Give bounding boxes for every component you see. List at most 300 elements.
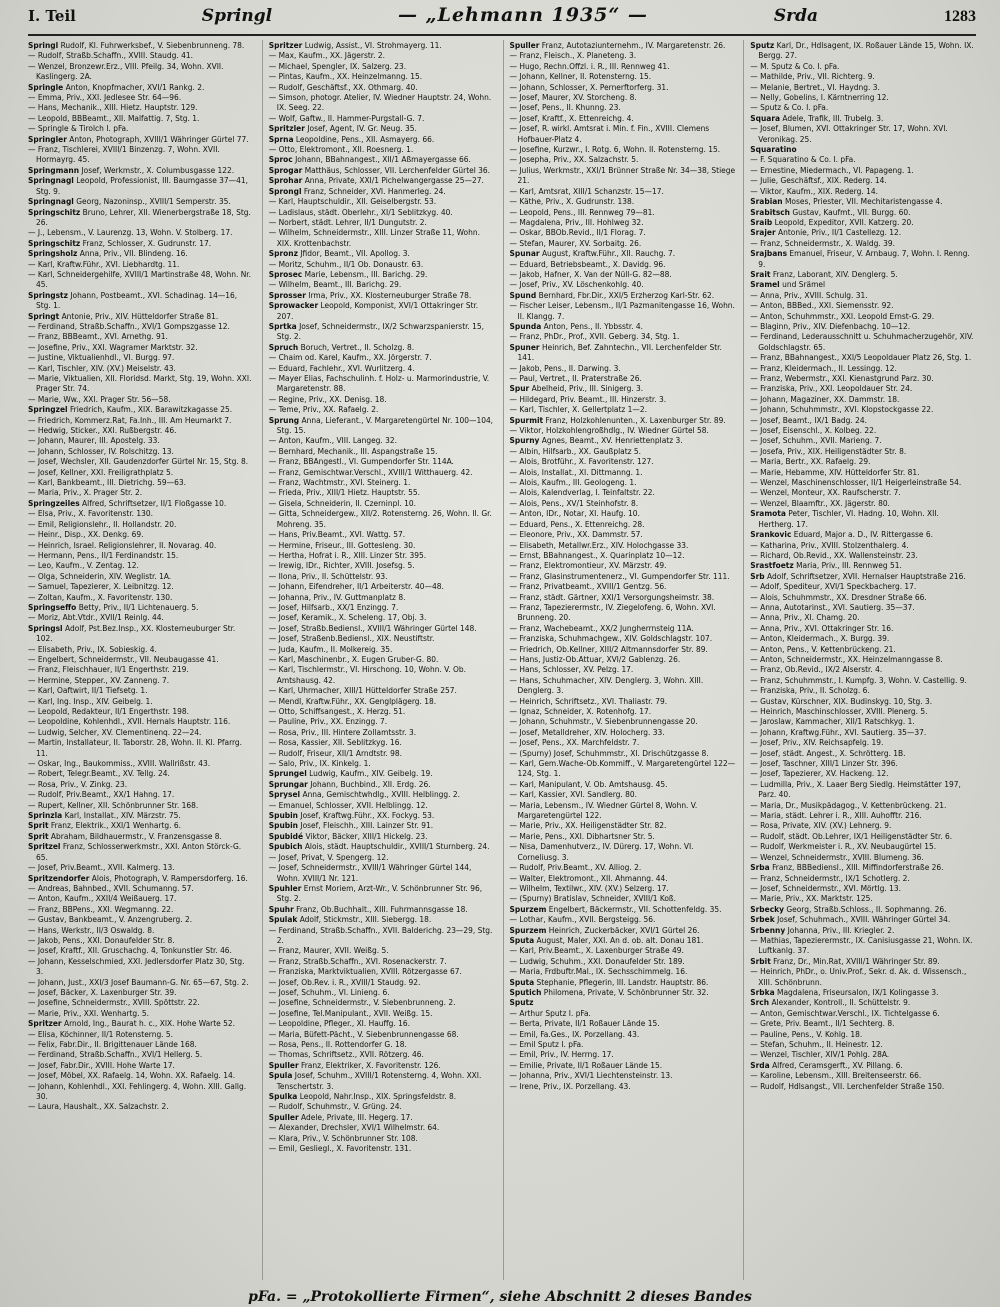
directory-entry	[28, 331, 254, 341]
directory-entry	[28, 269, 254, 290]
entry-details: — Irewig, IDr., Richter, XVIII. Josefsg. 5.	[268, 560, 415, 571]
entry-details: — Arthur Sputz I. pFa.	[509, 1007, 591, 1018]
directory-entry	[269, 1049, 495, 1059]
entry-details: — Heinrich, Maschinschlosser, XVIII. Plenerg. 5.	[750, 706, 928, 716]
entry-details: — Hans, Werkstr., II/3 Oswaldg. 8.	[28, 924, 155, 935]
entry-details: — Eduard, Pens., X. Ettenreichg. 28.	[509, 518, 645, 529]
directory-entry	[269, 831, 495, 841]
directory-entry	[510, 727, 736, 737]
directory-entry	[750, 592, 976, 602]
directory-entry	[28, 706, 254, 716]
entry-surname: Srajbans	[750, 248, 788, 259]
entry-details: — Anton, Kaufm., XXII/4 Weißauerg. 17.	[28, 893, 177, 904]
entry-surname: Sprit	[28, 820, 49, 831]
directory-entry	[28, 92, 254, 102]
entry-details: — Klara, Priv., V. Schönbrunner Str. 108.	[268, 1132, 418, 1143]
entry-details: — Hugo, Rechn.Offzl. i. R., III. Rennweg 41.	[509, 60, 670, 71]
directory-entry	[269, 300, 495, 321]
directory-entry	[28, 696, 254, 706]
directory-entry	[28, 40, 254, 50]
directory-entry	[510, 82, 736, 92]
entry-details: Heinrich, Bef. Zahntechn., VII. Lerchenfelder Str. 141.	[517, 341, 722, 363]
directory-entry	[510, 154, 736, 164]
directory-entry	[269, 737, 495, 747]
entry-details: — Alois, Kaufm., III. Geologeng. 1.	[509, 477, 637, 488]
directory-entry	[28, 800, 254, 810]
directory-entry	[28, 997, 254, 1007]
entry-surname: Sprungar	[268, 778, 308, 789]
directory-entry	[269, 134, 495, 144]
entry-details: — Heinr., Disp., XX. Denkg. 69.	[28, 529, 144, 540]
entry-details: — Rudolf, Straßb.Schaffn., XVIII. Staudg. 41.	[28, 50, 193, 61]
entry-surname: Spritzler	[268, 123, 305, 134]
directory-entry	[28, 415, 254, 425]
entry-surname: Sprtka	[268, 320, 297, 331]
directory-entry	[269, 664, 495, 685]
directory-entry	[750, 1018, 976, 1028]
directory-entry	[28, 956, 254, 977]
column-2	[262, 40, 495, 1280]
entry-details: — Engelbert, Schneidermstr., VII. Neubaugasse 41.	[28, 653, 219, 664]
entry-details: — Ferdinand, Straßb.Schaffn., XVI/1 Gompszgasse 12.	[28, 320, 230, 331]
directory-entry	[750, 186, 976, 196]
directory-entry	[28, 196, 254, 206]
directory-entry	[28, 435, 254, 445]
entry-details: — Marie, Priv., XX. Marktstr. 125.	[750, 893, 873, 904]
directory-entry	[510, 269, 736, 279]
entry-details: — Josef, Kraftf., X. Ettenreichg. 4.	[509, 112, 634, 123]
entry-details: Leopold, Komponist, XVI/1 Ottakringer Str. 207.	[276, 300, 479, 321]
directory-entry	[510, 165, 736, 186]
entry-details: — Emanuel, Schlosser, XVII. Helblingg. 12.	[268, 799, 428, 810]
directory-entry	[28, 779, 254, 789]
directory-entry	[269, 581, 495, 591]
entry-details: Josef, Schuhmach., XVIII. Währinger Gürtel 34.	[777, 914, 951, 925]
entry-details: — Franz, Schneidermstr., X. Waldg. 39.	[750, 237, 895, 248]
entry-surname: Spritzer	[28, 1018, 62, 1029]
entry-surname: Spubin	[268, 820, 298, 831]
entry-surname: Spund	[509, 289, 537, 300]
directory-entry	[28, 550, 254, 560]
entry-details: Leopoldine, Pens., XII. Asmayerg. 66.	[295, 133, 435, 144]
directory-entry	[28, 935, 254, 945]
entry-details: — Leopold, BBBeamt., XII. Malfattig. 7, Stg. 1.	[28, 112, 200, 123]
directory-entry	[269, 165, 495, 175]
entry-details: — Emil, Gesliegl., X. Favoritenstr. 131.	[268, 1143, 412, 1154]
entry-details: — Josefine, Schneidermstr., V. Siebenbrunneng. 2.	[268, 997, 456, 1008]
entry-details: Georg, Nazoninsp., XVIII/1 Semperstr. 35.	[76, 196, 231, 207]
entry-details: Alois, Photograph, V. Rampersdorferg. 16.	[91, 872, 248, 883]
entry-details: — Josefine, Priv., XXI. Wagramer Marktstr. 32.	[28, 341, 198, 352]
entry-details: — Alois, Kalendverlag, I. Teinfaltstr. 22.	[509, 487, 655, 498]
directory-entry	[750, 862, 976, 872]
entry-surname: Spuner	[509, 341, 540, 352]
entry-details: — Juda, Kaufm., II. Molkereig. 35.	[268, 643, 393, 654]
entry-details: — Heinrich, PhDr., o. Univ.Prof., Sekr. d. Ak. d. Wissensch., XIII. Schönbrunn.	[750, 966, 967, 987]
entry-details: Anna, Lieferant., V. Margaretengürtel Nr. 100—104, Stg. 15.	[276, 414, 494, 436]
entry-details: — Josef, städt. Angest., X. Schrötterg. 1B.	[750, 747, 906, 758]
directory-entry	[750, 300, 976, 310]
entry-details: — Simson, photogr. Atelier, IV. Wiedner Hauptstr. 24, Wohn. IX. Seeg. 22.	[268, 92, 492, 113]
directory-entry	[750, 508, 976, 529]
directory-entry	[750, 612, 976, 622]
entry-details: — Otto, Schiffsangest., X. Herzg. 51.	[268, 706, 406, 716]
entry-details: — Franziska, Priv., XXI. Leopoldauer Str. 24.	[750, 383, 913, 394]
entry-surname: Sprna	[268, 133, 294, 144]
entry-surname: Sprysel	[268, 789, 301, 800]
directory-entry	[510, 508, 736, 518]
directory-entry	[269, 144, 495, 154]
directory-entry	[510, 914, 736, 924]
directory-entry	[269, 82, 495, 92]
entry-surname: Spruch	[268, 341, 299, 352]
entry-details: — Rudolf, Priv.Beamt., XV. Alliog. 2.	[509, 862, 642, 873]
directory-entry	[510, 893, 736, 903]
entry-details: August, Maler, XXI. An d. ob. alt. Donau 181.	[536, 934, 704, 945]
entry-details: — Viktor, Kaufm., XIX. Rederg. 14.	[750, 185, 878, 196]
directory-entry	[510, 560, 736, 570]
entry-details: — Franz, Maurer, XVII. Weißg. 5.	[268, 945, 389, 956]
directory-entry	[28, 841, 254, 862]
entry-surname: Spritzel	[28, 841, 61, 852]
entry-details: — Katharina, Priv., XVIII. Stolzenthalerg. 4.	[750, 539, 909, 550]
directory-entry	[750, 1039, 976, 1049]
directory-entry	[28, 1081, 254, 1102]
entry-details: Adolf, Pst.Bez.Insp., XX. Klosterneuburger Str. 102.	[36, 622, 236, 644]
directory-entry	[510, 404, 736, 414]
entry-details: — Wenzel, Tischler, XIV/1 Pohlg. 28A.	[750, 1049, 890, 1060]
directory-entry	[269, 279, 495, 289]
entry-details: — Eleonore, Priv., XX. Dammstr. 57.	[509, 529, 643, 540]
directory-entry	[28, 581, 254, 591]
directory-entry	[269, 748, 495, 758]
entry-surname: Squara	[750, 112, 781, 123]
entry-details: — Rudolf, Priv.Beamt., XX/1 Hahng. 17.	[28, 789, 175, 800]
entry-details: — Hans, Priv.Beamt., XVI. Wattg. 57.	[268, 529, 406, 540]
entry-details: Engelbert, Bäckermstr., VII. Schottenfeldg. 35.	[548, 903, 722, 914]
directory-entry	[269, 373, 495, 394]
directory-entry	[269, 592, 495, 602]
directory-entry	[269, 467, 495, 477]
entry-surname: Srbenny	[750, 924, 786, 935]
entry-details: — Hedwig, Sticker., XXI. Rußbergstr. 46.	[28, 425, 177, 436]
entry-details: — Karl, Kassier, XVI. Sandlerg. 80.	[509, 789, 637, 800]
directory-entry	[510, 862, 736, 872]
directory-entry	[750, 768, 976, 778]
directory-entry	[269, 113, 495, 123]
directory-entry	[269, 154, 495, 164]
directory-entry	[750, 217, 976, 227]
directory-entry	[510, 820, 736, 830]
directory-entry	[750, 467, 976, 477]
column-4	[743, 40, 976, 1280]
directory-entry	[28, 644, 254, 654]
directory-entry	[269, 685, 495, 695]
directory-entry	[28, 904, 254, 914]
entry-details: — Moriz, Abt.Vtdr., XVII/1 Reinlg. 44.	[28, 612, 164, 623]
directory-entry	[750, 779, 976, 800]
directory-entry	[750, 758, 976, 768]
directory-entry	[750, 425, 976, 435]
entry-details: — Johann, Schlosser, X. Pernerftorferg. 31.	[509, 81, 669, 92]
entry-surname: Springle	[28, 81, 64, 92]
entry-surname: Srbit	[750, 955, 771, 966]
directory-entry	[750, 935, 976, 956]
entry-details: — Justine, Viktualienhdl., VI. Burgg. 97.	[28, 352, 175, 363]
entry-surname: Springzel	[28, 404, 68, 415]
entry-details: — (Spurny) Josef, Schuhmmstr., XI. Drischützgasse 8.	[509, 747, 709, 758]
entry-surname: Srastfoetz	[750, 560, 794, 571]
entry-surname: Springmann	[28, 164, 80, 175]
directory-entry	[510, 383, 736, 393]
directory-entry	[510, 1008, 736, 1018]
entry-details: — Johann, Kohlenhdl., XXI. Fehlingerg. 4, Wohn. XIII. Gallg. 30.	[28, 1080, 247, 1102]
entry-surname: Sputz	[509, 997, 534, 1008]
entry-details: — Eduard, Fachlehr., XVI. Wurlitzerg. 4.	[268, 362, 415, 373]
directory-entry	[510, 779, 736, 789]
book-title: — „Lehmann 1935“ —	[398, 4, 648, 26]
directory-entry	[28, 727, 254, 737]
entry-details: — Wenzel, Bronzewr.Erz., VIII. Pfeilg. 34, Wohn. XVII. Kaslingerg. 2A.	[28, 60, 224, 82]
entry-details: Josef, Schuhm., XVIII/1 Rotensterng. 4, Wohn. XXI. Tenschertstr. 3.	[276, 1070, 482, 1091]
entry-details: Alexander, Kontroll., II. Schüttelstr. 9.	[771, 997, 911, 1008]
directory-entry	[510, 602, 736, 623]
entry-details: — Franz, Privatbeamt., XVIII/1 Gentzg. 56.	[509, 581, 667, 592]
entry-surname: Spulka	[268, 1091, 298, 1102]
directory-entry	[510, 456, 736, 466]
directory-entry	[510, 113, 736, 123]
entry-details: Johann, BBahnangest., XII/1 Aßmayergasse 66.	[295, 154, 471, 165]
entry-details: — Rupert, Kellner, XII. Schönbrunner Str. 168.	[28, 799, 199, 810]
entry-surname: Spuhr	[268, 903, 294, 914]
entry-details: Anton, Pens., II. Ybbsstr. 4.	[543, 320, 643, 331]
directory-entry	[28, 498, 254, 508]
directory-entry	[510, 945, 736, 955]
entry-details: — Sputz & Co. I. pFa.	[750, 102, 829, 113]
entry-surname: Springnagl	[28, 196, 74, 207]
directory-entry	[510, 1029, 736, 1039]
entry-details: — Franz, Wachtmstr., XVI. Steinerg. 1.	[268, 477, 411, 488]
entry-details: — Anton, Schuhmmstr., XXI. Leopold Ernst-G. 29.	[750, 310, 935, 321]
entry-details: Magdalena, Friseursalon, IX/1 Kolingasse 3.	[777, 986, 939, 997]
directory-entry	[750, 560, 976, 570]
directory-entry	[510, 102, 736, 112]
entry-details: — Rudolf, Werkmeister i. R., XV. Neubaugürtel 15.	[750, 841, 937, 852]
directory-entry	[269, 259, 495, 269]
directory-entry	[510, 342, 736, 363]
directory-entry	[269, 1133, 495, 1143]
entry-details: Boruch, Vertret., II. Scholzg. 8.	[300, 341, 415, 352]
directory-entry	[750, 737, 976, 747]
entry-surname: Squaratino	[750, 144, 797, 155]
page-number: 1283	[943, 8, 976, 25]
directory-entry	[510, 373, 736, 383]
directory-entry	[28, 1039, 254, 1049]
entry-surname: Sprungel	[268, 768, 307, 779]
directory-entry	[750, 269, 976, 279]
directory-entry	[750, 654, 976, 664]
directory-entry	[269, 644, 495, 654]
directory-entry	[269, 92, 495, 113]
directory-entry	[510, 748, 736, 758]
entry-details: — Karl, Amtsrat, XIII/1 Schanzstr. 15—17.	[509, 185, 664, 196]
directory-entry	[750, 165, 976, 175]
directory-entry	[510, 623, 736, 633]
directory-entry	[269, 571, 495, 581]
entry-details: — Mayer Elias, Fachschulinh. f. Holz- u. Marmorindustrie, V. Margaretenstr. 88.	[268, 373, 490, 394]
directory-entry	[269, 987, 495, 997]
directory-entry	[28, 716, 254, 726]
entry-details: — Josef, Kraftf., XII. Gruschachg. 4, Tonkunstler Str. 46.	[28, 945, 232, 956]
entry-details: — Karl, Ing. Insp., XIV. Geibelg. 1.	[28, 695, 153, 706]
entry-details: — Karl, Uhrmacher, XIII/1 Hütteldorfer Straße 257.	[268, 685, 457, 696]
entry-surname: Srbka	[750, 986, 775, 997]
entry-surname: Spubin	[268, 810, 298, 821]
entry-details: — Rosa, Kassier, XII. Seblitzkyg. 16.	[268, 737, 402, 748]
directory-entry	[28, 1029, 254, 1039]
entry-details: — Karl, Manipulant, V. Ob. Amtshausg. 45.	[509, 778, 668, 789]
entry-details: Franz, Dr., Min.Rat, XVIII/1 Währinger Str. 89.	[773, 955, 940, 966]
directory-entry	[750, 290, 976, 300]
directory-entry	[750, 71, 976, 81]
entry-details: Adolf, Schriftsetzer, XVII. Hernalser Hauptstraße 216.	[767, 570, 966, 581]
entry-details: — Chaim od. Karel, Kaufm., XX. Jörgerstr. 7.	[268, 352, 432, 363]
entry-details: — Anton, IDr., Notar, XI. Haufg. 10.	[509, 508, 640, 519]
entry-details: — Franz, Ob.Revid., IX/2 Alserstr. 4.	[750, 664, 883, 675]
entry-details: — Johanna, Priv., XVI/1 Liechtensteinstr. 13.	[509, 1070, 673, 1081]
directory-entry	[269, 550, 495, 560]
entry-details: — Anna, Priv., XVI. Ottakringer Str. 16.	[750, 622, 894, 633]
directory-entry	[269, 862, 495, 883]
entry-details: — Martin, Installateur, II. Taborstr. 28, Wohn. II. Kl. Pfarrg. 11.	[28, 737, 243, 758]
entry-details: — F. Squaratino & Co. I. pFa.	[750, 154, 856, 165]
first-entry-name: Springl	[201, 6, 273, 26]
directory-entry	[510, 644, 736, 654]
directory-entry	[510, 1039, 736, 1049]
directory-entry	[28, 529, 254, 539]
entry-details: — Jaroslaw, Kammacher, XII/1 Ratschkyg. 1.	[750, 716, 915, 727]
directory-entry	[510, 467, 736, 477]
entry-surname: Springl	[28, 40, 59, 50]
entry-details: — Teme, Priv., XX. Rafaelg. 2.	[268, 404, 379, 415]
entry-surname: Springler	[28, 133, 67, 144]
directory-entry	[28, 477, 254, 487]
directory-entry	[28, 134, 254, 144]
directory-entry	[510, 1049, 736, 1059]
directory-entry	[28, 810, 254, 820]
directory-entry	[510, 1081, 736, 1091]
entry-details: — Wilhelm, Textilwr., XIV. (XV.) Selzerg. 17.	[509, 882, 669, 893]
directory-entry	[28, 987, 254, 997]
directory-entry	[510, 227, 736, 237]
entry-details: Abraham, Bildhauermstr., V. Franzensgasse 8.	[50, 830, 222, 841]
entry-details: — Franz, städt. Gärtner, XXI/1 Versorgungsheimstr. 38.	[509, 591, 715, 602]
entry-details: — Josef, Tapezierer, XV. Hackeng. 12.	[750, 768, 889, 779]
entry-details: — Rosa, Priv., III. Hintere Zollamtsstr. 3.	[268, 726, 417, 737]
entry-details: — Emil, Priv., IV. Herrng. 17.	[509, 1049, 614, 1060]
directory-entry	[28, 519, 254, 529]
entry-details: — Gitta, Schneidergew., XII/2. Rotensterng. 26, Wohn. II. Gr. Mohreng. 35.	[268, 508, 492, 529]
entry-details: Johanna, Priv., III. Kriegler. 2.	[787, 924, 895, 935]
directory-entry	[269, 1039, 495, 1049]
directory-entry	[269, 1143, 495, 1153]
entry-surname: Srabitsch	[750, 206, 790, 217]
directory-entry	[269, 269, 495, 279]
directory-entry	[750, 716, 976, 726]
directory-entry	[510, 331, 736, 341]
directory-entry	[750, 92, 976, 102]
directory-entry	[28, 675, 254, 685]
entry-details: — Ernestine, Miedermach., VI. Papageng. 1.	[750, 164, 914, 175]
directory-entry	[28, 446, 254, 456]
entry-details: — Franz, Wachebeamt., XX/2 Jungherrnsteig 11A.	[509, 622, 694, 633]
directory-entry	[750, 363, 976, 373]
directory-entry	[28, 113, 254, 123]
directory-entry	[750, 394, 976, 404]
entry-details: — Marie, Viktualien, XII. Floridsd. Markt, Stg. 19, Wohn. XXI. Prager Str. 74.	[28, 373, 252, 394]
entry-surname: Spuller	[268, 1111, 299, 1122]
directory-entry	[28, 467, 254, 477]
directory-entry	[269, 175, 495, 185]
directory-entry	[28, 102, 254, 112]
entry-details: Jfidor, Beamt., VII. Apollog. 3.	[300, 248, 410, 259]
entry-surname: Sprongl	[268, 185, 302, 196]
directory-entry	[510, 737, 736, 747]
entry-details: — Wolf, Gaftw., II. Hammer-Purgstall-G. 7.	[268, 112, 425, 123]
entry-surname: Springnagl	[28, 175, 74, 186]
entry-details: — Hermine, Stepper., XV. Zanneng. 7.	[28, 674, 170, 685]
directory-entry	[269, 758, 495, 768]
entry-details: — Oskar, Ing., Baukommiss., XVIII. Wallrißstr. 43.	[28, 758, 211, 769]
entry-details: — Franz, Kleidermach., II. Lessingg. 12.	[750, 362, 897, 373]
entry-details: Bernhard, Fbr.Dir., XXI/5 Erzherzog Karl-Str. 62.	[538, 289, 715, 300]
entry-details: — Karl, Priv.Beamt., X. Laxenburger Straße 49.	[509, 945, 684, 956]
directory-entry	[750, 623, 976, 633]
entry-details: — Salo, Priv., IX. Kinkelg. 1.	[268, 758, 371, 769]
entry-details: — Pintas, Kaufm., XX. Heinzelmanng. 15.	[268, 71, 423, 82]
directory-entry	[28, 893, 254, 903]
entry-surname: Srda	[750, 1059, 770, 1070]
entry-details: — Robert, Telegr.Beamt., XV. Tellg. 24.	[28, 768, 170, 779]
entry-details: — Julie, Geschäftsf., XIX. Rederg. 14.	[750, 175, 887, 186]
entry-surname: Spuller	[509, 40, 540, 50]
entry-details: — Emil, Religionslehr., II. Hollandstr. 20.	[28, 518, 177, 529]
directory-entry	[510, 425, 736, 435]
entry-details: Leopold, Nahr.Insp., XIX. Springsfeldstr. 8.	[299, 1091, 457, 1102]
directory-entry	[269, 456, 495, 466]
column-1	[28, 40, 254, 1280]
directory-entry	[750, 1081, 976, 1091]
directory-entry	[269, 966, 495, 976]
entry-surname: Springseffo	[28, 601, 77, 612]
directory-entry	[510, 696, 736, 706]
entry-details: — Josef, Priv., XIV. Reichsapfelg. 19.	[750, 737, 884, 748]
entry-details: — Jakob, Pens., XXI. Donaufelder Str. 8.	[28, 934, 175, 945]
entry-details: — Samuel, Tapezierer, X. Leibnitzg. 12.	[28, 581, 174, 592]
entry-details: Alfred, Ceramsgerft., XV. Pillang. 6.	[772, 1059, 903, 1070]
entry-details: Franz, Schlosserwerkmstr., XXI. Anton Störck-G. 65.	[36, 841, 242, 862]
entry-surname: Springschitz	[28, 206, 81, 217]
directory-entry	[269, 415, 495, 436]
entry-details: Anna, Private, XXI/1 Pichelwangergasse 25—27.	[304, 175, 484, 186]
directory-entry	[28, 207, 254, 228]
entry-details: — Josef, Schuhm., XVII. Marieng. 7.	[750, 435, 882, 446]
entry-surname: Sputz	[750, 40, 775, 50]
directory-entry	[510, 477, 736, 487]
directory-entry	[269, 654, 495, 664]
entry-details: — Anton, Gemischtwar.Verschl., IX. Tichtelgasse 6.	[750, 1007, 940, 1018]
directory-entry	[510, 997, 736, 1007]
